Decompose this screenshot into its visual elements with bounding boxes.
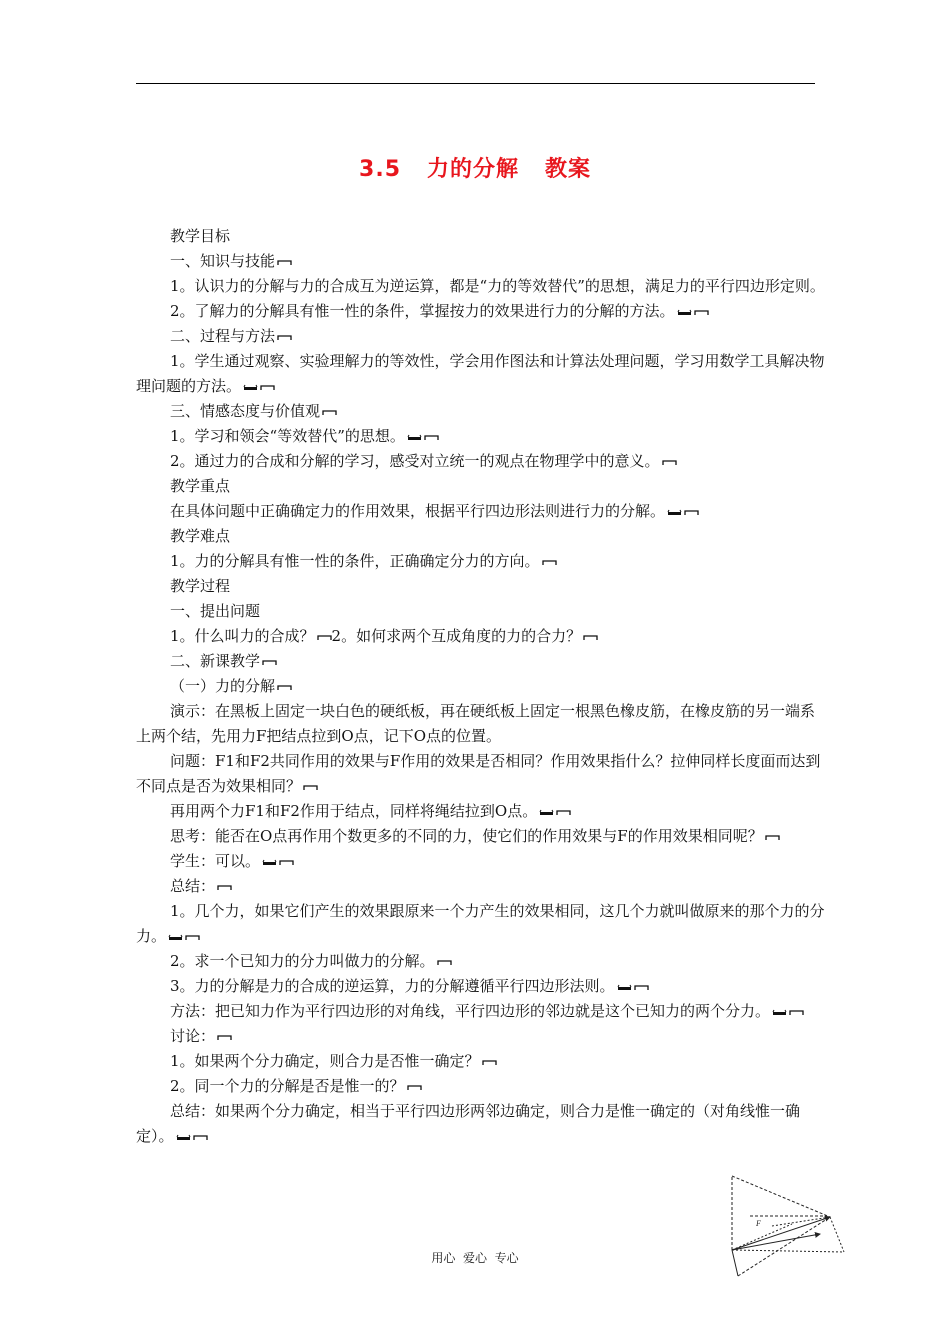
paragraph-text: 1。学习和领会“等效替代”的思想。 [170, 427, 405, 445]
paragraph-4 [136, 324, 826, 349]
paragraph-31 [136, 1099, 826, 1149]
paragraph-text: 二、新课教学 [170, 652, 261, 670]
paragraph-8 [136, 449, 826, 474]
page-title: 3.5 力的分解 教案 [359, 157, 591, 182]
mark-5-outline-1 [260, 384, 275, 391]
paragraph-17 [136, 674, 826, 699]
paragraph-text: 二、过程与方法 [170, 327, 276, 345]
paragraph-14 [136, 599, 826, 624]
paragraph-text: 一、提出问题 [170, 602, 261, 620]
paragraph-0 [136, 224, 826, 249]
mark-7-filled-0 [407, 434, 422, 441]
paragraph-29 [136, 1049, 826, 1074]
header-rule [136, 83, 815, 84]
paragraph-text: 三、情感态度与价值观 [170, 402, 321, 420]
paragraph-12 [136, 549, 826, 574]
paragraph-text: 1。什么叫力的合成？ [170, 627, 315, 645]
document-body [136, 224, 826, 1149]
paragraph-7 [136, 424, 826, 449]
mark-4-outline-0 [277, 334, 292, 341]
paragraph-text: 思考：能否在O点再作用个数更多的不同的力，使它们的作用效果与F的作用效果相同呢？ [170, 827, 763, 845]
paragraph-25 [136, 949, 826, 974]
paragraph-2 [136, 274, 826, 299]
paragraph-text: 问题：F1和F2共同作用的效果与F作用的效果是否相同？作用效果指什么？拉伸同样长度面而达到不同点是否为效果相同？ [136, 752, 821, 795]
paragraph-11 [136, 524, 826, 549]
paragraph-27 [136, 999, 826, 1024]
paragraph-20 [136, 799, 826, 824]
paragraph-text: 1。学生通过观察、实验理解力的等效性，学会用作图法和计算法处理问题，学习用数学工具解决物理问题的方法。 [136, 352, 825, 395]
paragraph-1 [136, 249, 826, 274]
paragraph-18 [136, 699, 826, 749]
mark-10-filled-0 [667, 509, 682, 516]
page-footer: 用心 爱心 专心 [431, 1251, 519, 1265]
paragraph-text: （一）力的分解 [170, 677, 276, 695]
paragraph-9 [136, 474, 826, 499]
mark-20-filled-0 [539, 809, 554, 816]
paragraph-5 [136, 349, 826, 399]
mark-3-outline-1 [694, 309, 709, 316]
paragraph-10 [136, 499, 826, 524]
paragraph-text: 2。同一个力的分解是否是惟一的？ [170, 1077, 405, 1095]
paragraph-text: 在具体问题中正确确定力的作用效果，根据平行四边形法则进行力的分解。 [170, 502, 666, 520]
paragraph-text: 总结： [170, 877, 216, 895]
paragraph-22 [136, 849, 826, 874]
paragraph-text: 方法：把已知力作为平行四边形的对角线，平行四边形的邻边就是这个已知力的两个分力。 [170, 1002, 771, 1020]
paragraph-28 [136, 1024, 826, 1049]
mark-27-outline-1 [789, 1009, 804, 1016]
paragraph-text: 教学过程 [170, 577, 231, 595]
paragraph-26 [136, 974, 826, 999]
mark-7-outline-1 [424, 434, 439, 441]
mark-28-outline-0 [217, 1034, 232, 1041]
paragraph-16 [136, 649, 826, 674]
mark-24-filled-0 [168, 934, 183, 941]
paragraph-text: 一、知识与技能 [170, 252, 276, 270]
mark-30-outline-0 [407, 1084, 422, 1091]
mark-24-outline-1 [185, 934, 200, 941]
mark-26-outline-1 [634, 984, 649, 991]
paragraph-text: 1。认识力的分解与力的合成互为逆运算，都是“力的等效替代”的思想，满足力的平行四边形定则。 [170, 277, 825, 295]
paragraph-text: 1。如果两个分力确定，则合力是否惟一确定？ [170, 1052, 480, 1070]
paragraph-text: 学生：可以。 [170, 852, 261, 870]
paragraph-text: 教学难点 [170, 527, 231, 545]
mark-8-outline-0 [662, 459, 677, 466]
mark-1-outline-0 [277, 259, 292, 266]
paragraph-6 [136, 399, 826, 424]
mark-31-outline-1 [193, 1134, 208, 1141]
paragraph-24 [136, 899, 826, 949]
paragraph-text: 教学重点 [170, 477, 231, 495]
paragraph-3 [136, 299, 826, 324]
paragraph-text: 3。力的分解是力的合成的逆运算，力的分解遵循平行四边形法则。 [170, 977, 615, 995]
mark-21-outline-0 [765, 834, 780, 841]
mark-17-outline-0 [277, 684, 292, 691]
paragraph-text: 2。通过力的合成和分解的学习，感受对立统一的观点在物理学中的意义。 [170, 452, 660, 470]
mark-23-outline-0 [217, 884, 232, 891]
paragraph-23 [136, 874, 826, 899]
paragraph-21 [136, 824, 826, 849]
mark-19-outline-0 [303, 784, 318, 791]
mark-26-filled-0 [617, 984, 632, 991]
paragraph-text: 2。了解力的分解具有惟一性的条件，掌握按力的效果进行力的分解的方法。 [170, 302, 675, 320]
paragraph-text: 教学目标 [170, 227, 231, 245]
mark-22-outline-1 [279, 859, 294, 866]
paragraph-text: 2。求一个已知力的分力叫做力的分解。 [170, 952, 435, 970]
paragraph-tail-text: 2。如何求两个互成角度的力的合力？ [331, 627, 582, 645]
paragraph-text: 演示：在黑板上固定一块白色的硬纸板，再在硬纸板上固定一根黑色橡皮筋，在橡皮筋的另一端系上两个结，先用力F把结点拉到O点，记下O点的位置。 [136, 702, 816, 745]
mark-6-outline-0 [322, 409, 337, 416]
paragraph-text: 讨论： [170, 1027, 216, 1045]
mark-15-outline-0 [317, 634, 332, 641]
mark-27-filled-0 [772, 1009, 787, 1016]
paragraph-30 [136, 1074, 826, 1099]
paragraph-13 [136, 574, 826, 599]
mark-10-outline-1 [684, 509, 699, 516]
mark-22-filled-0 [262, 859, 277, 866]
mark-20-outline-1 [556, 809, 571, 816]
mark-tail-15-outline-0 [583, 634, 598, 641]
diagram-label-f: F [756, 1219, 761, 1228]
mark-29-outline-0 [482, 1059, 497, 1066]
paragraph-text: 再用两个力F1和F2作用于结点，同样将绳结拉到O点。 [170, 802, 538, 820]
paragraph-15 [136, 624, 826, 649]
mark-3-filled-0 [677, 309, 692, 316]
paragraph-text: 1。力的分解具有惟一性的条件，正确确定分力的方向。 [170, 552, 540, 570]
paragraph-text: 1。几个力，如果它们产生的效果跟原来一个力产生的效果相同，这几个力就叫做原来的那个力的分力。 [136, 902, 825, 945]
mark-16-outline-0 [262, 659, 277, 666]
mark-31-filled-0 [176, 1134, 191, 1141]
mark-12-outline-0 [542, 559, 557, 566]
paragraph-text: 总结：如果两个分力确定，相当于平行四边形两邻边确定，则合力是惟一确定的（对角线惟一确定）。 [136, 1102, 801, 1145]
mark-5-filled-0 [243, 384, 258, 391]
paragraph-19 [136, 749, 826, 799]
mark-25-outline-0 [437, 959, 452, 966]
